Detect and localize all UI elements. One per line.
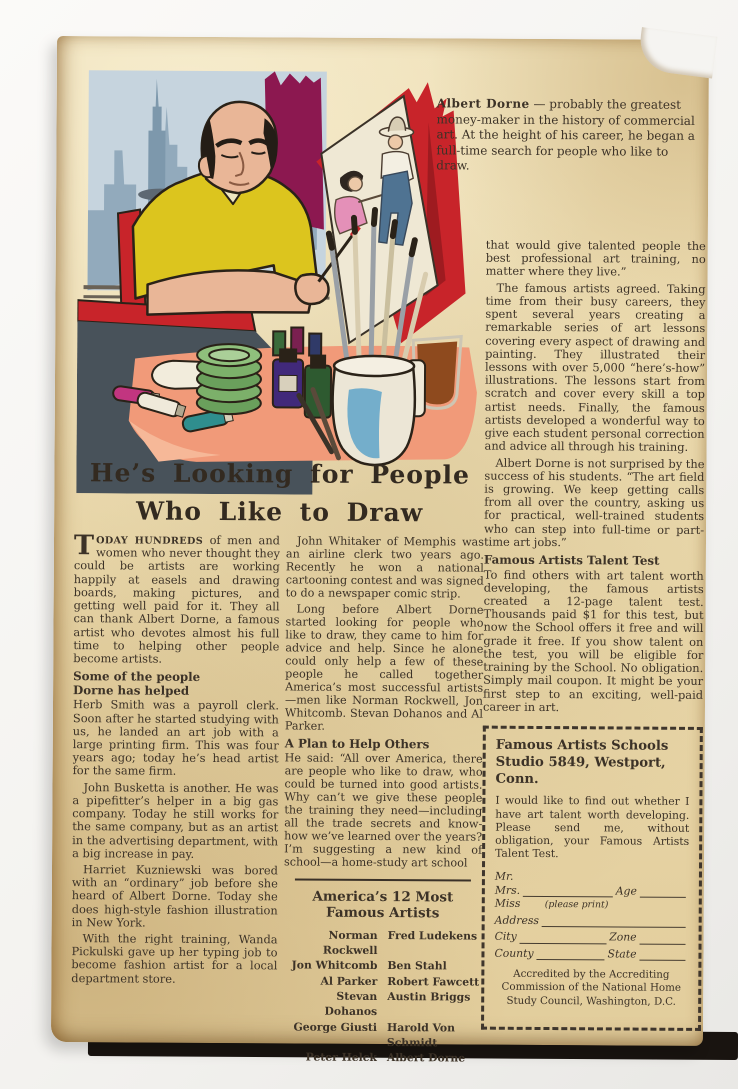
paragraph-talent-test: To find others with art talent worth developing, the famous artists created a 12-page talent test. Thousands paid $1 for this test, but now the School offers it free and will grade it free. If you show talent on the test, you will be eligible for training by the School. No obligation. Simply mail coupon. It might be your first step to an exciting, well-paid career in art. (482, 567, 704, 714)
caption-text: — probably the greatest money-maker in the history of commercial art. At the height of his career, he began a full-time search for people who like to draw. (436, 96, 695, 173)
paragraph-long-before: Long before Albert Dorne started looking for people who like to draw, they came to him for advice and help. Since he alone could only help a few of these people he called together America’s most successful artists —men like Norman Rockwell, Jon Whitcomb. Stevan Dohanos and Al Parker. (284, 602, 484, 733)
form-row-address (495, 914, 689, 928)
form-row-county-state (494, 947, 688, 961)
please-print-hint: (please print) (544, 898, 609, 911)
label-zone: Zone (609, 930, 637, 944)
paragraph-continuation: that would give talented people the best professional art training, no matter where they live.” (485, 237, 706, 279)
paint-tins (197, 344, 261, 414)
label-address: Address (494, 913, 539, 927)
paragraph-artists-agreed: The famous artists agreed. Taking time from their busy careers, they spent several years creating a remarkable series of art lessons covering every aspect of drawing and painting. They illustrated their lessons with over 5,000 “here’s-how” illustrations. The lessons start from scratch and cover every skill a top artist needs. Finally, the famous artists developed a wonderful way to give each student personal correction and advice all through his training. (484, 280, 706, 455)
artist-name: George Giusti (293, 1020, 378, 1034)
mail-in-coupon (481, 726, 703, 1031)
paragraph-herb-smith: Herb Smith was a payroll clerk. Soon after he started studying with us, he landed an art job with a large printing firm. This was four years ago; today he’s head artist for the same firm. (72, 697, 280, 779)
label-state: State (607, 947, 637, 961)
subhead-line1: Some of the people (73, 669, 201, 685)
photo-caption (436, 96, 704, 176)
subhead-people-dorne-helped (73, 670, 279, 698)
address-field-line (542, 916, 686, 928)
coupon-school-name (495, 737, 689, 790)
county-field-line (537, 949, 605, 960)
paragraph-harriet-kuzniewski: Harriet Kuzniewski was bored with an “ordinary” job before she heard of Albert Dorne. Today she does high-style fashion illustration in New York. (71, 862, 279, 930)
artist-name: Harold Von Schmidt (386, 1020, 456, 1050)
famous-artists-list (283, 927, 482, 1066)
subhead-line2: Dorne has helped (73, 682, 190, 698)
albert-dorne-illustration (76, 58, 484, 495)
headline-line1: He’s Looking for People (89, 458, 470, 490)
paragraph-not-surprised: Albert Dorne is not surprised by the success of his students. “The art field is growing. We keep getting calls from all over the country, asking us for practical, well-trained students who can step into full-time or part-time art jobs.” (483, 455, 705, 549)
age-field-line (640, 887, 686, 898)
intro-paragraph (73, 530, 281, 666)
city-field-line (520, 933, 607, 945)
accreditation-note: Accredited by the Accrediting Commission of the National Home Study Council, Washington, D.C. (501, 968, 682, 1008)
column-left (71, 530, 281, 989)
form-row-miss (495, 898, 689, 912)
column-right (481, 239, 706, 1031)
label-mr: Mr. (494, 869, 514, 883)
headline (82, 454, 477, 531)
label-age: Age (615, 884, 637, 898)
famous-artists-heading (284, 889, 482, 923)
label-city: City (494, 929, 517, 944)
coupon-form (494, 871, 689, 1009)
intro-text: of men and women who never thought they could be artists are working happily at easels and drawing boards, making pictures, and getting well paid for it. They all can thank Albert Dorne, a famous artist who devotes almost his full time to helping other people become artists. (73, 532, 281, 666)
artist-name: Stevan Dohanos (324, 989, 378, 1019)
artist-name: Robert Fawcett (387, 974, 480, 989)
intro-smallcaps: ODAY HUNDREDS (96, 535, 204, 547)
cover-illustration (76, 58, 484, 495)
caption-name: Albert Dorne (436, 96, 530, 111)
artist-name: Austin Briggs (387, 989, 471, 1004)
paragraph-wanda-pickulski: With the right training, Wanda Pickulski gave up her typing job to become fashion artist for a local department store. (71, 931, 278, 986)
paragraph-john-busketta: John Busketta is another. He was a pipefitter’s helper in a big gas company. Today he still works for the same company, but as an artist in the advertising department, with a big increase in pay. (72, 779, 279, 861)
subhead-plan-to-help: A Plan to Help Others (284, 736, 430, 752)
form-row-mrs-age (495, 884, 689, 898)
state-field-line (639, 950, 685, 961)
artist-name: Al Parker (320, 974, 378, 988)
paragraph-john-whitaker: John Whitaker of Memphis was an airline clerk two years ago. Recently he won a national cartooning contest and was signed to do a newspaper comic strip. (285, 534, 485, 601)
zone-field-line (640, 933, 686, 944)
coupon-title-line2: Studio 5849, Westport, Conn. (495, 754, 666, 788)
paragraph-he-said: He said: “All over America, there are people who like to draw, who could be turned into good artists. Why can’t we give these people the training they need—including all the trade secrets and know-how we’ve learned over the years? I’m suggesting a new kind of school—a home-study art school (283, 751, 483, 870)
subhead-talent-test: Famous Artists Talent Test (483, 552, 660, 568)
torn-corner (637, 27, 718, 78)
divider-rule (295, 879, 471, 882)
artist-name: Norman Rockwell (322, 928, 378, 957)
artist-name: Ben Stahl (387, 959, 447, 973)
scanned-back-cover-page (51, 36, 709, 1065)
artist-name: Fred Ludekens (387, 928, 478, 943)
artist-name: Peter Helck (305, 1050, 377, 1065)
column-middle (283, 534, 484, 1066)
coupon-request-text: I would like to find out whether I have art talent worth developing. Please send me, without obligation, your Famous Artists Talent Test. (495, 794, 690, 861)
artist-name: Jon Whitcomb (291, 958, 378, 973)
form-row-city-zone (495, 931, 689, 945)
famous-heading-line1: America’s 12 Most (312, 888, 454, 906)
label-mrs: Mrs. (494, 883, 521, 897)
artist-name: Albert Dorne (386, 1051, 466, 1065)
famous-heading-line2: Famous Artists (325, 905, 440, 922)
form-row-mr (495, 871, 689, 885)
dropcap-t: T (73, 530, 95, 562)
label-miss: Miss (494, 896, 521, 911)
label-county: County (494, 946, 534, 960)
headline-line2: Who Like to Draw (136, 496, 424, 527)
name-field-line (523, 886, 613, 898)
coupon-title-line1: Famous Artists Schools (495, 737, 669, 754)
